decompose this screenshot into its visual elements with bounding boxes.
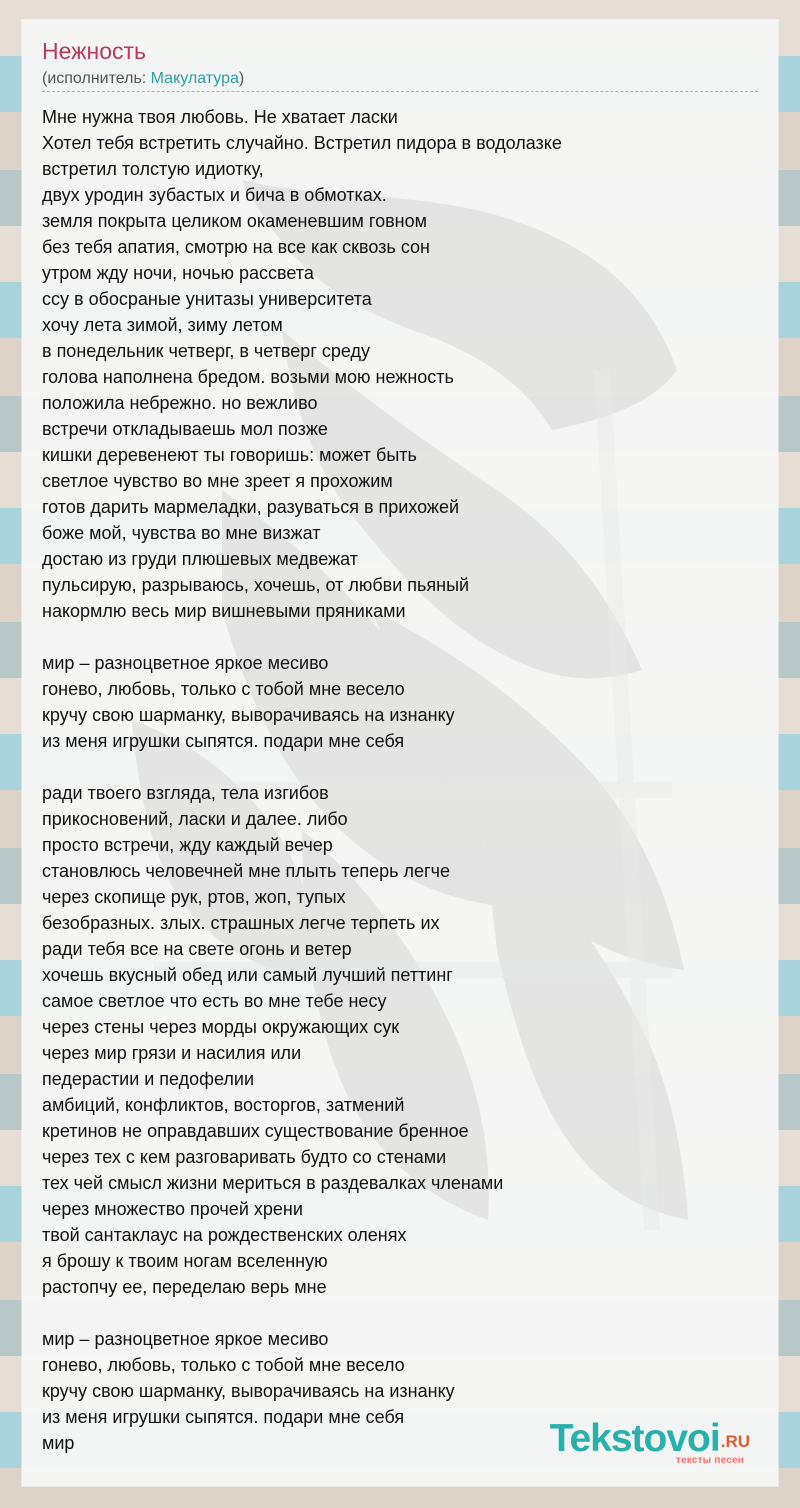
page-card [22, 20, 778, 1486]
artist-suffix: ) [238, 70, 245, 88]
lyrics-line: через множество прочей хрени [42, 1198, 303, 1219]
lyrics-line: положила небрежно. но вежливо [42, 392, 318, 413]
lyrics-line: боже мой, чувства во мне визжат [42, 522, 321, 543]
site-logo[interactable] [550, 1419, 750, 1466]
lyrics-line: через стены через морды окружающих сук [42, 1016, 400, 1037]
lyrics-line: через тех с кем разговаривать будто со стенами [42, 1146, 447, 1167]
lyrics-line: Хотел тебя встретить случайно. Встретил пидора в водолазке [42, 132, 562, 153]
site-logo-subtitle: тексты песен [675, 1455, 744, 1466]
lyrics-line: двух уродин зубастых и бича в обмотках. [42, 184, 387, 205]
stanza-spacer [42, 1300, 758, 1326]
lyrics-line: земля покрыта целиком окаменевшим говном [42, 210, 427, 231]
lyrics-line: кручу свою шарманку, выворачиваясь на изнанку [42, 704, 455, 725]
lyrics-line: ради твоего взгляда, тела изгибов [42, 782, 329, 803]
lyrics-line: без тебя апатия, смотрю на все как сквозь сон [42, 236, 430, 257]
site-logo-name: Tekstovoi [549, 1417, 720, 1460]
lyrics-line: мир – разноцветное яркое месиво [42, 1328, 329, 1349]
song-title: Нежность [42, 38, 147, 64]
stanza-spacer [42, 754, 758, 780]
song-content [42, 38, 758, 1460]
lyrics-line: кретинов не оправдавших существование бренное [42, 1120, 469, 1141]
artist-meta [42, 69, 758, 91]
lyrics-line: мир [42, 1432, 75, 1453]
lyrics-line: педерастии и педофелии [42, 1068, 255, 1089]
lyrics-line: хочешь вкусный обед или самый лучший петтинг [42, 964, 453, 985]
lyrics-line: пульсирую, разрываюсь, хочешь, от любви пьяный [42, 574, 470, 595]
artist-link[interactable]: Макулатура [150, 70, 239, 88]
lyrics-line: достаю из груди плюшевых медвежат [42, 548, 358, 569]
lyrics-text [42, 104, 758, 1460]
lyrics-line: готов дарить мармеладки, разуваться в прихожей [42, 496, 460, 517]
lyrics-line: кручу свою шарманку, выворачиваясь на изнанку [42, 1380, 455, 1401]
lyrics-line: голова наполнена бредом. возьми мою нежность [42, 366, 454, 387]
lyrics-line: в понедельник четверг, в четверг среду [42, 340, 371, 361]
lyrics-line: амбиций, конфликтов, восторгов, затмений [42, 1094, 405, 1115]
lyrics-line: самое светлое что есть во мне тебе несу [42, 990, 387, 1011]
lyrics-line: гонево, любовь, только с тобой мне весело [42, 678, 405, 699]
lyrics-line: встречи откладываешь мол позже [42, 418, 328, 439]
lyrics-line: мир – разноцветное яркое месиво [42, 652, 329, 673]
lyrics-line: хочу лета зимой, зиму летом [42, 314, 283, 335]
lyrics-line: светлое чувство во мне зреет я прохожим [42, 470, 393, 491]
lyrics-line: кишки деревенеют ты говоришь: может быть [42, 444, 417, 465]
lyrics-line: встретил толстую идиотку, [42, 158, 264, 179]
lyrics-line: из меня игрушки сыпятся. подари мне себя [42, 1406, 405, 1427]
site-logo-tld: .RU [720, 1432, 750, 1451]
lyrics-line: Мне нужна твоя любовь. Не хватает ласки [42, 106, 398, 127]
stanza-spacer [42, 624, 758, 650]
lyrics-line: безобразных. злых. страшных легче терпеть их [42, 912, 440, 933]
lyrics-line: просто встречи, жду каждый вечер [42, 834, 333, 855]
lyrics-line: накормлю весь мир вишневыми пряниками [42, 600, 406, 621]
lyrics-line: гонево, любовь, только с тобой мне весело [42, 1354, 405, 1375]
lyrics-line: ради тебя все на свете огонь и ветер [42, 938, 352, 959]
lyrics-line: растопчу ее, переделаю верь мне [42, 1276, 327, 1297]
artist-prefix: (исполнитель: [42, 70, 151, 88]
lyrics-line: прикосновений, ласки и далее. либо [42, 808, 348, 829]
lyrics-line: я брошу к твоим ногам вселенную [42, 1250, 328, 1271]
lyrics-line: становлюсь человечней мне плыть теперь легче [42, 860, 451, 881]
lyrics-line: через мир грязи и насилия или [42, 1042, 302, 1063]
lyrics-line: из меня игрушки сыпятся. подари мне себя [42, 730, 405, 751]
lyrics-line: твой сантаклаус на рождественских оленях [42, 1224, 407, 1245]
lyrics-line: через скопище рук, ртов, жоп, тупых [42, 886, 346, 907]
lyrics-line: тех чей смысл жизни мериться в раздевалках членами [42, 1172, 504, 1193]
lyrics-line: утром жду ночи, ночью рассвета [42, 262, 314, 283]
lyrics-line: ссу в обосраные унитазы университета [42, 288, 372, 309]
